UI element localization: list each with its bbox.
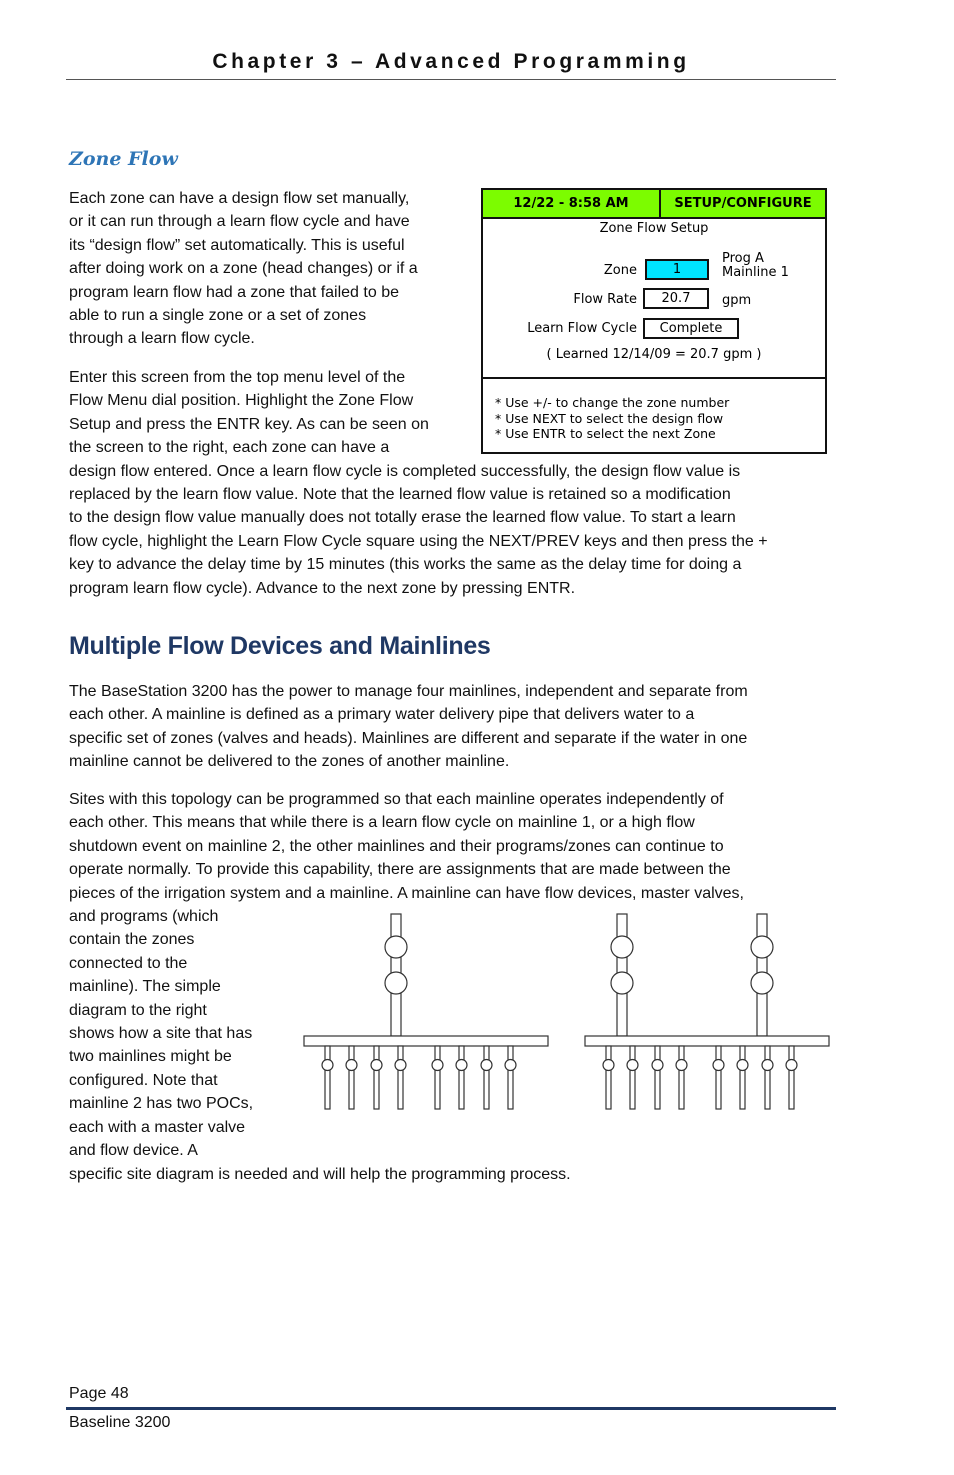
mainline-pipe xyxy=(585,1036,829,1046)
screen-title: Zone Flow Setup xyxy=(599,221,709,236)
master-valve-icon xyxy=(751,936,773,958)
running-head: Chapter 3 – Advanced Programming xyxy=(212,50,690,73)
program-name: Prog A xyxy=(722,251,764,266)
screen-mode: SETUP/CONFIGURE xyxy=(674,196,812,211)
master-valve-icon xyxy=(385,936,407,958)
learn-flow-cycle-label: Learn Flow Cycle xyxy=(527,321,637,336)
section-heading-zone-flow: Zone Flow xyxy=(69,148,178,170)
zone-flow-paragraph-1: Each zone can have a design flow set manually, or it can run through a learn flow cycle and have its “design flow” set automatically. This is useful after doing work on a zone (head changes) or if a program learn flow had a zone that failed to be able to run a single zone or a set of zones through a learn flow cycle. xyxy=(69,190,418,348)
mainlines-paragraph-2: Sites with this topology can be programmed so that each mainline operates independently of each other. This means that while there is a learn flow cycle on mainline 1, or a high flow shutdown event on mainline 2, the other mainlines and their programs/zones can continue to operate normally. To provide this capability, there are assignments that are made between the pieces of the irrigation system and a mainline. A mainline can have flow devices, master valves, and programs (which contain the zones connected to the mainline). The simple diagram to the right shows how a site that has two mainlines might be configured. Note that mainline 2 has two POCs, each with a master valve and flow device. A specific site diagram is needed and will help the programming process. xyxy=(69,791,744,1183)
mainline-name: Mainline 1 xyxy=(722,265,789,280)
flow-device-icon xyxy=(751,972,773,994)
flow-device-icon xyxy=(385,972,407,994)
mainlines-paragraph-1: The BaseStation 3200 has the power to manage four mainlines, independent and separate from each other. A mainline is defined as a primary water delivery pipe that delivers water to a specific set of zones (valves and heads). Mainlines are different and separate if the water in one mainline cannot be delivered to the zones of another mainline. xyxy=(69,683,748,771)
master-valve-icon xyxy=(611,936,633,958)
flow-unit: gpm xyxy=(722,293,752,308)
mainline-2-group xyxy=(585,914,829,1109)
screen-header-bar xyxy=(483,190,825,219)
learn-flow-cycle-field[interactable]: Complete xyxy=(643,318,739,339)
product-name: Baseline 3200 xyxy=(69,1414,171,1431)
flow-rate-label: Flow Rate xyxy=(573,292,637,307)
zone-number-field[interactable]: 1 xyxy=(645,259,709,280)
screen-help-text: * Use +/- to change the zone number * Use NEXT to select the design flow * Use ENTR to select the next Zone xyxy=(495,395,730,441)
mainline-pipe xyxy=(304,1036,548,1046)
zone-valves xyxy=(603,1046,797,1109)
footer-rule xyxy=(66,1407,836,1410)
zone-label: Zone xyxy=(603,263,637,278)
screen-divider xyxy=(483,377,825,379)
screen-date-time: 12/22 - 8:58 AM xyxy=(483,190,661,217)
mainline-diagram xyxy=(298,908,834,1114)
header-rule xyxy=(66,79,836,80)
section-heading-mainlines: Multiple Flow Devices and Mainlines xyxy=(69,632,491,660)
zone-flow-paragraph-2: Enter this screen from the top menu level of the Flow Menu dial position. Highlight the Zone Flow Setup and press the ENTR key. As can be seen on the screen to the right, each zone can have a design flow entered. Once a learn flow cycle is completed successfully, the design flow value is replaced by the learn flow value. Note that the learned flow value is retained so a modification to the design flow value manually does not totally erase the learned flow value. To start a learn flow cycle, highlight the Learn Flow Cycle square using the NEXT/PREV keys and then press the + key to advance the delay time by 15 minutes (this works the same as the delay time for doing a program learn flow cycle). Advance to the next zone by pressing ENTR. xyxy=(69,369,768,597)
zone-assignment xyxy=(722,252,789,280)
learned-flow-note: ( Learned 12/14/09 = 20.7 gpm ) xyxy=(546,347,762,362)
zone-valves xyxy=(322,1046,516,1109)
zone-flow-setup-screen xyxy=(481,188,827,454)
mainline-1-group xyxy=(304,914,548,1109)
flow-device-icon xyxy=(611,972,633,994)
flow-rate-field[interactable]: 20.7 xyxy=(643,288,709,309)
page-number: Page 48 xyxy=(69,1385,129,1402)
